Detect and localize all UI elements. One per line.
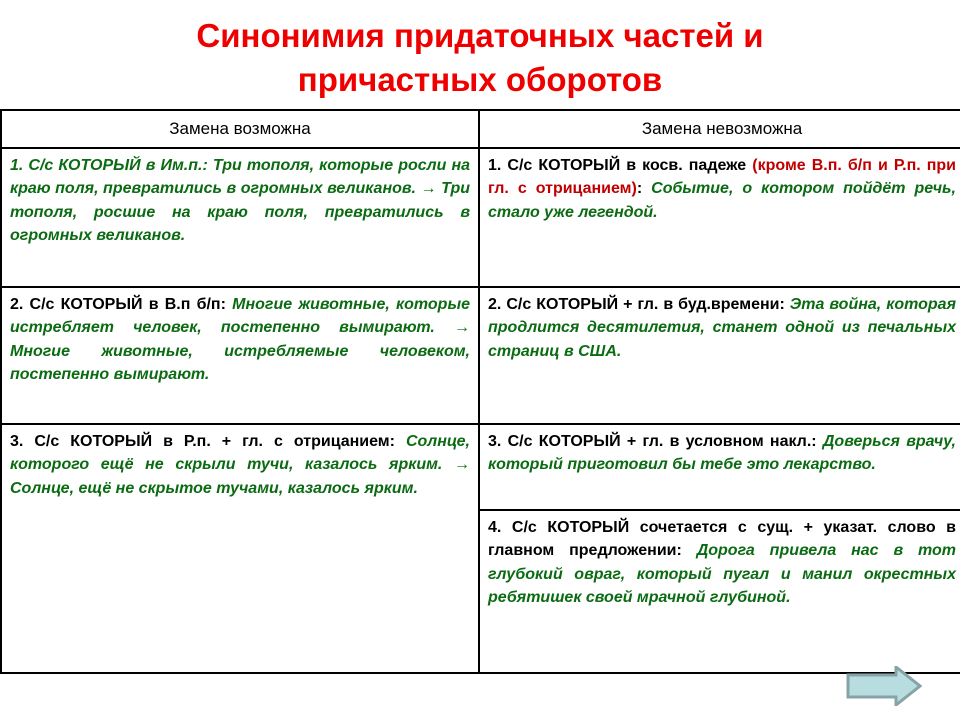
example-text: Доверься врачу, который приготовил бы тебе это лекарство.: [488, 433, 956, 474]
cell-possible-2: [1, 287, 479, 424]
header-replacement-impossible: Замена невозможна: [479, 110, 960, 148]
rule-text: 3. С/с КОТОРЫЙ + гл. в условном накл.:: [488, 433, 817, 450]
table-row: [1, 424, 960, 510]
next-slide-button[interactable]: [846, 666, 922, 706]
exception-note: (кроме В.п. б/п и Р.п. при гл. с отрицанием): [488, 157, 957, 198]
example-text: Многие животные, которые истребляет человек, постепенно вымирают. → Многие животные, истребляемые человеком, постепенно вымирают.: [10, 296, 471, 383]
rule-text: 4. С/с КОТОРЫЙ сочетается с сущ. + указат. слово в главном предложении:: [488, 519, 956, 560]
example-text: Солнце, которого ещё не скрыли тучи, казалось ярким. → Солнце, ещё не скрытое тучами, казалось ярким.: [10, 433, 470, 497]
cell-possible-3: [1, 424, 479, 673]
title-line-1: Синонимия придаточных частей и: [196, 17, 764, 54]
cell-impossible-4: [479, 510, 960, 673]
right-arrow-icon: [846, 666, 922, 706]
synonymy-table: [0, 109, 960, 674]
table-row: [1, 148, 960, 287]
example-text: Три тополя, которые росли на краю поля, превратились в огромных великанов. → Три тополя, росшие на краю поля, превратились в огромных великанов.: [10, 157, 471, 244]
colon: :: [636, 180, 652, 198]
example-text: Событие, о котором пойдёт речь, стало уже легендой.: [488, 180, 956, 221]
cell-possible-1: [1, 148, 479, 287]
slide-title: [0, 14, 960, 102]
header-replacement-possible: Замена возможна: [1, 110, 479, 148]
header-row: [1, 110, 960, 148]
table-row: [1, 287, 960, 424]
cell-impossible-2: [479, 287, 960, 424]
rule-text: 3. С/с КОТОРЫЙ в Р.п. + гл. с отрицанием:: [10, 433, 395, 450]
rule-text: 2. С/с КОТОРЫЙ + гл. в буд.времени:: [488, 296, 785, 313]
rule-text: 1. С/с КОТОРЫЙ в Им.п.:: [10, 157, 208, 174]
example-text: Эта война, которая продлится десятилетия, станет одной из печальных страниц в США.: [488, 296, 957, 360]
rule-text: 2. С/с КОТОРЫЙ в В.п б/п:: [10, 296, 226, 313]
cell-impossible-1: [479, 148, 960, 287]
example-text: Дорога привела нас в тот глубокий овраг, который пугал и манил окрестных ребятишек своей мрачной глубиной.: [488, 542, 956, 606]
cell-impossible-3: [479, 424, 960, 510]
rule-text: 1. С/с КОТОРЫЙ в косв. падеже: [488, 157, 753, 174]
title-line-2: причастных оборотов: [297, 61, 663, 98]
